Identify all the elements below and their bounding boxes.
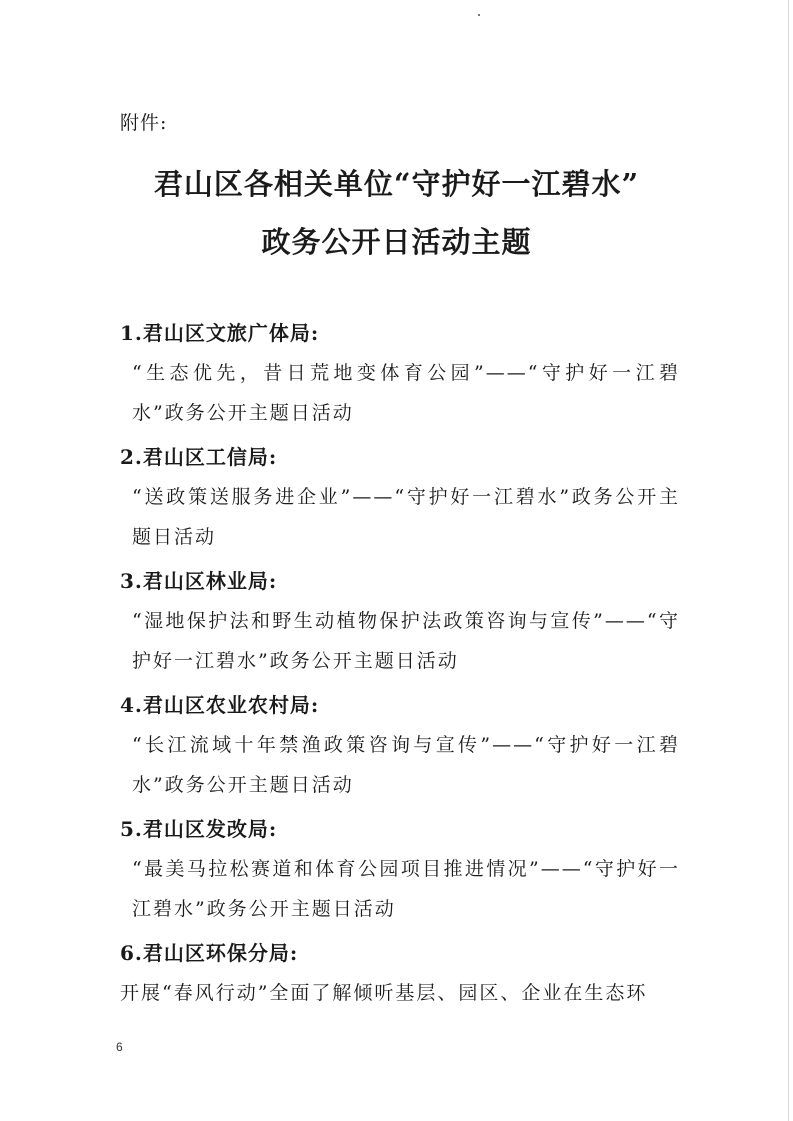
list-item — [120, 685, 680, 805]
scan-artifact-dot — [478, 14, 480, 16]
item-body: 开展“春风行动”全面了解倾听基层、园区、企业在生态环 — [120, 982, 648, 1004]
list-item — [120, 437, 680, 557]
item-heading: 5.君山区发改局: — [120, 817, 278, 841]
list-item — [120, 809, 680, 929]
page-number: 6 — [116, 1040, 123, 1054]
list-item — [120, 933, 680, 1013]
item-heading: 3.君山区林业局: — [120, 569, 278, 593]
item-body: “生态优先，昔日荒地变体育公园”——“守护好一江碧水”政务公开主题日活动 — [132, 362, 680, 424]
item-body: “长江流域十年禁渔政策咨询与宣传”——“守护好一江碧水”政务公开主题日活动 — [132, 734, 680, 796]
item-heading: 6.君山区环保分局: — [120, 941, 299, 965]
list-item — [120, 561, 680, 681]
document-title-line-1: 君山区各相关单位“守护好一江碧水” — [153, 167, 640, 201]
attachment-label: 附件: — [120, 112, 168, 134]
document-title-line-2: 政务公开日活动主题 — [261, 225, 532, 259]
item-body: “最美马拉松赛道和体育公园项目推进情况”——“守护好一江碧水”政务公开主题日活动 — [132, 858, 680, 920]
item-heading: 1.君山区文旅广体局: — [120, 321, 320, 345]
item-heading: 2.君山区工信局: — [120, 445, 278, 469]
item-body: “送政策送服务进企业”——“守护好一江碧水”政务公开主题日活动 — [132, 486, 680, 548]
item-heading: 4.君山区农业农村局: — [120, 693, 320, 717]
item-body: “湿地保护法和野生动植物保护法政策咨询与宣传”——“守护好一江碧水”政务公开主题日活动 — [132, 610, 680, 672]
list-item — [120, 313, 680, 433]
item-list — [120, 313, 680, 1017]
